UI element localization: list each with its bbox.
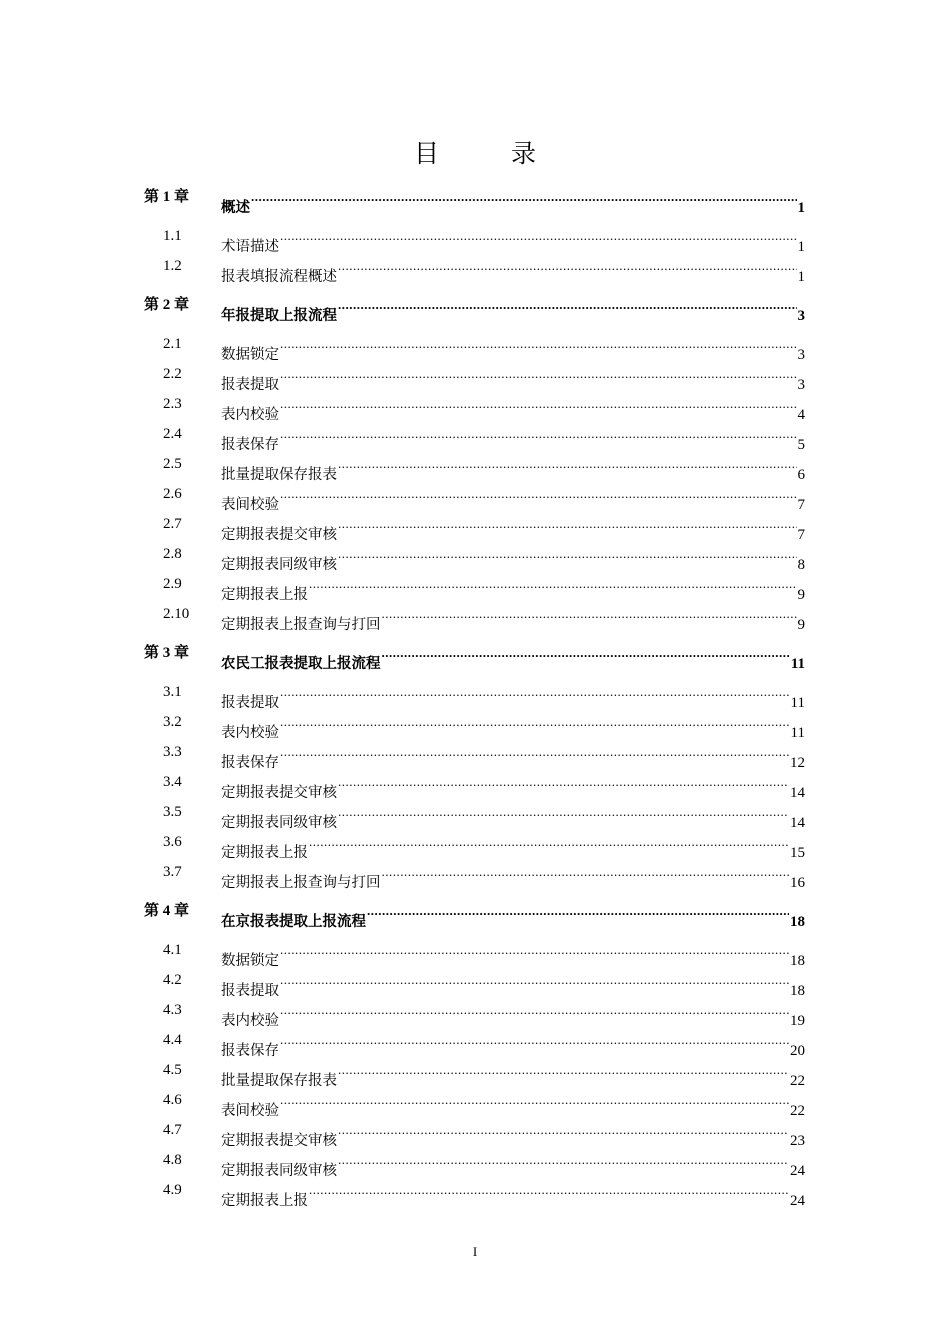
toc-entry-label: 定期报表提交审核 <box>221 527 337 543</box>
toc-leader-dots <box>251 182 797 212</box>
toc-entry-label: 报表提取 <box>221 695 279 711</box>
toc-entry-number: 2.8 <box>163 546 182 562</box>
toc-leader-dots <box>280 677 790 707</box>
toc-entry-page-number: 1 <box>797 200 805 216</box>
toc-section-entry[interactable] <box>0 707 950 741</box>
toc-entry-page-number: 7 <box>797 527 805 543</box>
toc-entry-number: 4.5 <box>163 1062 182 1078</box>
toc-entry-number: 3.4 <box>163 774 182 790</box>
toc-leader-dots <box>367 896 789 926</box>
toc-entry-body <box>221 638 805 679</box>
toc-entry-page-number: 24 <box>790 1193 805 1209</box>
toc-section-entry[interactable] <box>0 359 950 393</box>
toc-entry-label: 定期报表同级审核 <box>221 1163 337 1179</box>
toc-entry-label: 报表保存 <box>221 437 279 453</box>
toc-section-entry[interactable] <box>0 965 950 999</box>
toc-entry-number: 3.2 <box>163 714 182 730</box>
toc-entry-label: 表内校验 <box>221 407 279 423</box>
toc-entry-label: 表内校验 <box>221 1013 279 1029</box>
toc-entry-number: 3.6 <box>163 834 182 850</box>
toc-entry-number: 2.5 <box>163 456 182 472</box>
toc-leader-dots <box>280 329 797 359</box>
toc-entry-page-number: 18 <box>790 914 805 930</box>
toc-entry-page-number: 16 <box>790 875 805 891</box>
toc-entry-page-number: 1 <box>797 269 805 285</box>
toc-entry-label: 表间校验 <box>221 497 279 513</box>
toc-section-entry[interactable] <box>0 221 950 255</box>
toc-entry-label: 定期报表提交审核 <box>221 1133 337 1149</box>
toc-section-entry[interactable] <box>0 251 950 285</box>
toc-section-entry[interactable] <box>0 449 950 483</box>
toc-entry-page-number: 8 <box>797 557 805 573</box>
toc-section-entry[interactable] <box>0 797 950 831</box>
toc-entry-number: 4.8 <box>163 1152 182 1168</box>
toc-entry-label: 农民工报表提取上报流程 <box>221 656 381 672</box>
toc-leader-dots <box>280 419 797 449</box>
toc-entry-page-number: 9 <box>797 587 805 603</box>
page-number: I <box>472 1244 478 1259</box>
toc-entry-label: 批量提取保存报表 <box>221 1073 337 1089</box>
toc-entry-page-number: 7 <box>797 497 805 513</box>
toc-leader-dots <box>280 359 797 389</box>
toc-section-entry[interactable] <box>0 995 950 1029</box>
toc-leader-dots <box>280 1025 789 1055</box>
toc-entry-page-number: 15 <box>790 845 805 861</box>
toc-entry-body <box>221 290 805 331</box>
toc-leader-dots <box>280 935 789 965</box>
toc-section-entry[interactable] <box>0 329 950 363</box>
toc-list <box>0 182 950 1209</box>
toc-section-entry[interactable] <box>0 419 950 453</box>
toc-title: 目 录 <box>414 139 568 168</box>
toc-entry-label: 报表提取 <box>221 983 279 999</box>
toc-section-entry[interactable] <box>0 1055 950 1089</box>
toc-entry-page-number: 18 <box>790 953 805 969</box>
toc-leader-dots <box>280 221 797 251</box>
toc-section-entry[interactable] <box>0 1085 950 1119</box>
toc-leader-dots <box>382 638 790 668</box>
toc-entry-page-number: 14 <box>790 815 805 831</box>
toc-entry-page-number: 5 <box>797 437 805 453</box>
toc-entry-page-number: 11 <box>790 656 805 672</box>
toc-section-entry[interactable] <box>0 737 950 771</box>
toc-leader-dots <box>338 1115 789 1145</box>
toc-leader-dots <box>280 1085 789 1115</box>
toc-leader-dots <box>338 767 789 797</box>
toc-chapter-entry[interactable] <box>0 638 950 672</box>
toc-leader-dots <box>309 569 797 599</box>
toc-entry-number: 2.10 <box>163 606 190 622</box>
toc-entry-number: 2.9 <box>163 576 182 592</box>
toc-entry-number: 第 4 章 <box>144 903 190 919</box>
toc-entry-number: 3.5 <box>163 804 182 820</box>
toc-section-entry[interactable] <box>0 767 950 801</box>
toc-entry-label: 定期报表上报 <box>221 1193 308 1209</box>
toc-entry-page-number: 12 <box>790 755 805 771</box>
toc-entry-label: 术语描述 <box>221 239 279 255</box>
toc-section-entry[interactable] <box>0 1145 950 1179</box>
toc-entry-body <box>221 857 805 898</box>
toc-entry-label: 定期报表上报查询与打回 <box>221 875 381 891</box>
toc-entry-number: 4.6 <box>163 1092 182 1108</box>
toc-leader-dots <box>280 965 789 995</box>
toc-leader-dots <box>280 389 797 419</box>
toc-section-entry[interactable] <box>0 479 950 513</box>
toc-entry-label: 数据锁定 <box>221 347 279 363</box>
toc-entry-label: 定期报表同级审核 <box>221 815 337 831</box>
toc-section-entry[interactable] <box>0 857 950 891</box>
toc-entry-page-number: 3 <box>797 308 805 324</box>
toc-entry-page-number: 19 <box>790 1013 805 1029</box>
toc-entry-number: 2.3 <box>163 396 182 412</box>
toc-leader-dots <box>338 1055 789 1085</box>
toc-entry-label: 定期报表同级审核 <box>221 557 337 573</box>
toc-entry-label: 报表保存 <box>221 1043 279 1059</box>
toc-entry-label: 概述 <box>221 200 250 216</box>
toc-entry-label: 在京报表提取上报流程 <box>221 914 366 930</box>
toc-entry-page-number: 23 <box>790 1133 805 1149</box>
toc-entry-body <box>221 896 805 937</box>
toc-section-entry[interactable] <box>0 389 950 423</box>
toc-entry-label: 表间校验 <box>221 1103 279 1119</box>
toc-entry-number: 1.2 <box>163 258 182 274</box>
toc-leader-dots <box>338 509 797 539</box>
toc-entry-page-number: 3 <box>797 377 805 393</box>
toc-section-entry[interactable] <box>0 1115 950 1149</box>
toc-entry-label: 定期报表上报 <box>221 587 308 603</box>
toc-entry-label: 年报提取上报流程 <box>221 308 337 324</box>
toc-leader-dots <box>338 290 797 320</box>
toc-entry-label: 表内校验 <box>221 725 279 741</box>
toc-entry-body <box>221 251 805 292</box>
toc-section-entry[interactable] <box>0 569 950 603</box>
toc-leader-dots <box>338 797 789 827</box>
toc-entry-number: 3.1 <box>163 684 182 700</box>
toc-entry-number: 4.3 <box>163 1002 182 1018</box>
toc-leader-dots <box>338 1145 789 1175</box>
toc-entry-label: 定期报表上报 <box>221 845 308 861</box>
toc-leader-dots <box>338 539 797 569</box>
toc-entry-label: 定期报表上报查询与打回 <box>221 617 381 633</box>
toc-leader-dots <box>280 995 789 1025</box>
toc-section-entry[interactable] <box>0 1175 950 1209</box>
toc-entry-label: 报表保存 <box>221 755 279 771</box>
toc-section-entry[interactable] <box>0 935 950 969</box>
toc-entry-page-number: 3 <box>797 347 805 363</box>
toc-entry-number: 2.6 <box>163 486 182 502</box>
toc-entry-label: 批量提取保存报表 <box>221 467 337 483</box>
toc-entry-page-number: 22 <box>790 1073 805 1089</box>
toc-chapter-entry[interactable] <box>0 182 950 216</box>
toc-entry-number: 2.1 <box>163 336 182 352</box>
toc-entry-page-number: 11 <box>790 725 805 741</box>
toc-chapter-entry[interactable] <box>0 896 950 930</box>
toc-section-entry[interactable] <box>0 509 950 543</box>
toc-leader-dots <box>338 251 797 281</box>
toc-leader-dots <box>382 857 790 887</box>
toc-entry-body <box>221 599 805 640</box>
toc-leader-dots <box>309 827 789 857</box>
toc-entry-body <box>221 1175 805 1216</box>
toc-entry-page-number: 9 <box>797 617 805 633</box>
toc-section-entry[interactable] <box>0 599 950 633</box>
toc-entry-page-number: 11 <box>790 695 805 711</box>
toc-entry-number: 2.2 <box>163 366 182 382</box>
toc-entry-page-number: 14 <box>790 785 805 801</box>
toc-entry-label: 报表填报流程概述 <box>221 269 337 285</box>
toc-entry-number: 第 1 章 <box>144 189 190 205</box>
toc-entry-page-number: 18 <box>790 983 805 999</box>
toc-entry-page-number: 20 <box>790 1043 805 1059</box>
toc-section-entry[interactable] <box>0 1025 950 1059</box>
toc-entry-page-number: 22 <box>790 1103 805 1119</box>
toc-section-entry[interactable] <box>0 827 950 861</box>
toc-entry-number: 3.7 <box>163 864 182 880</box>
toc-section-entry[interactable] <box>0 677 950 711</box>
toc-entry-label: 定期报表提交审核 <box>221 785 337 801</box>
toc-entry-number: 3.3 <box>163 744 182 760</box>
toc-entry-number: 1.1 <box>163 228 182 244</box>
toc-entry-page-number: 6 <box>797 467 805 483</box>
toc-leader-dots <box>280 707 790 737</box>
toc-section-entry[interactable] <box>0 539 950 573</box>
toc-leader-dots <box>309 1175 789 1205</box>
toc-entry-label: 数据锁定 <box>221 953 279 969</box>
toc-entry-number: 4.9 <box>163 1182 182 1198</box>
toc-entry-number: 第 3 章 <box>144 645 190 661</box>
toc-entry-page-number: 24 <box>790 1163 805 1179</box>
toc-entry-page-number: 1 <box>797 239 805 255</box>
toc-leader-dots <box>338 449 797 479</box>
toc-entry-number: 2.7 <box>163 516 182 532</box>
toc-leader-dots <box>280 479 797 509</box>
toc-leader-dots <box>382 599 797 629</box>
toc-entry-page-number: 4 <box>797 407 805 423</box>
toc-entry-number: 2.4 <box>163 426 182 442</box>
toc-leader-dots <box>280 737 789 767</box>
toc-entry-number: 4.4 <box>163 1032 182 1048</box>
toc-entry-number: 4.1 <box>163 942 182 958</box>
toc-entry-number: 4.7 <box>163 1122 182 1138</box>
toc-entry-label: 报表提取 <box>221 377 279 393</box>
toc-entry-body <box>221 182 805 223</box>
toc-entry-number: 4.2 <box>163 972 182 988</box>
toc-chapter-entry[interactable] <box>0 290 950 324</box>
toc-entry-number: 第 2 章 <box>144 297 190 313</box>
